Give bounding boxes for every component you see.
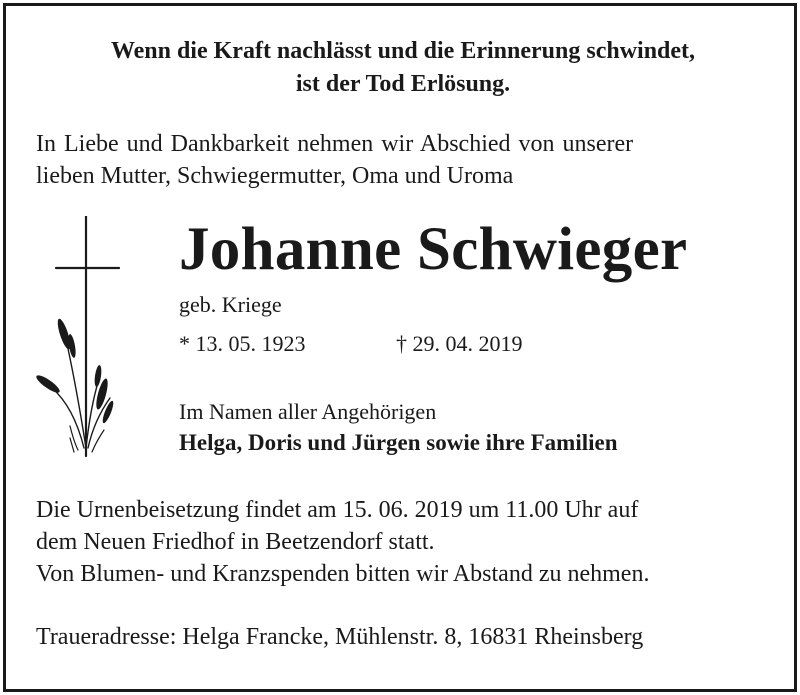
motto-line-1: Wenn die Kraft nachlässt und die Erinnerung schwindet, — [110, 38, 696, 64]
birth-name: geb. Kriege — [179, 292, 282, 317]
deceased-name: Johanne Schwieger — [179, 216, 688, 283]
intro-line-1: In Liebe und Dankbarkeit nehmen wir Abschied von unserer — [36, 131, 634, 157]
funeral-line-2: dem Neuen Friedhof in Beetzendorf statt. — [36, 529, 435, 555]
funeral-line-1: Die Urnenbeisetzung findet am 15. 06. 2019 um 11.00 Uhr auf — [36, 497, 639, 523]
mourning-address: Traueradresse: Helga Francke, Mühlenstr. 8, 16831 Rheinsberg — [36, 624, 644, 650]
funeral-line-3: Von Blumen- und Kranzspenden bitten wir Abstand zu nehmen. — [36, 561, 650, 587]
motto-line-2: ist der Tod Erlösung. — [295, 71, 511, 97]
intro-line-2: lieben Mutter, Schwiegermutter, Oma und Uroma — [36, 163, 514, 189]
mourners-intro: Im Namen aller Angehörigen — [179, 399, 437, 424]
cross-with-wheat-icon — [34, 216, 134, 466]
birth-date: * 13. 05. 1923 — [179, 331, 306, 356]
death-date: † 29. 04. 2019 — [396, 331, 523, 356]
obituary-notice — [3, 3, 797, 692]
mourners-names: Helga, Doris und Jürgen sowie ihre Familien — [179, 430, 618, 455]
